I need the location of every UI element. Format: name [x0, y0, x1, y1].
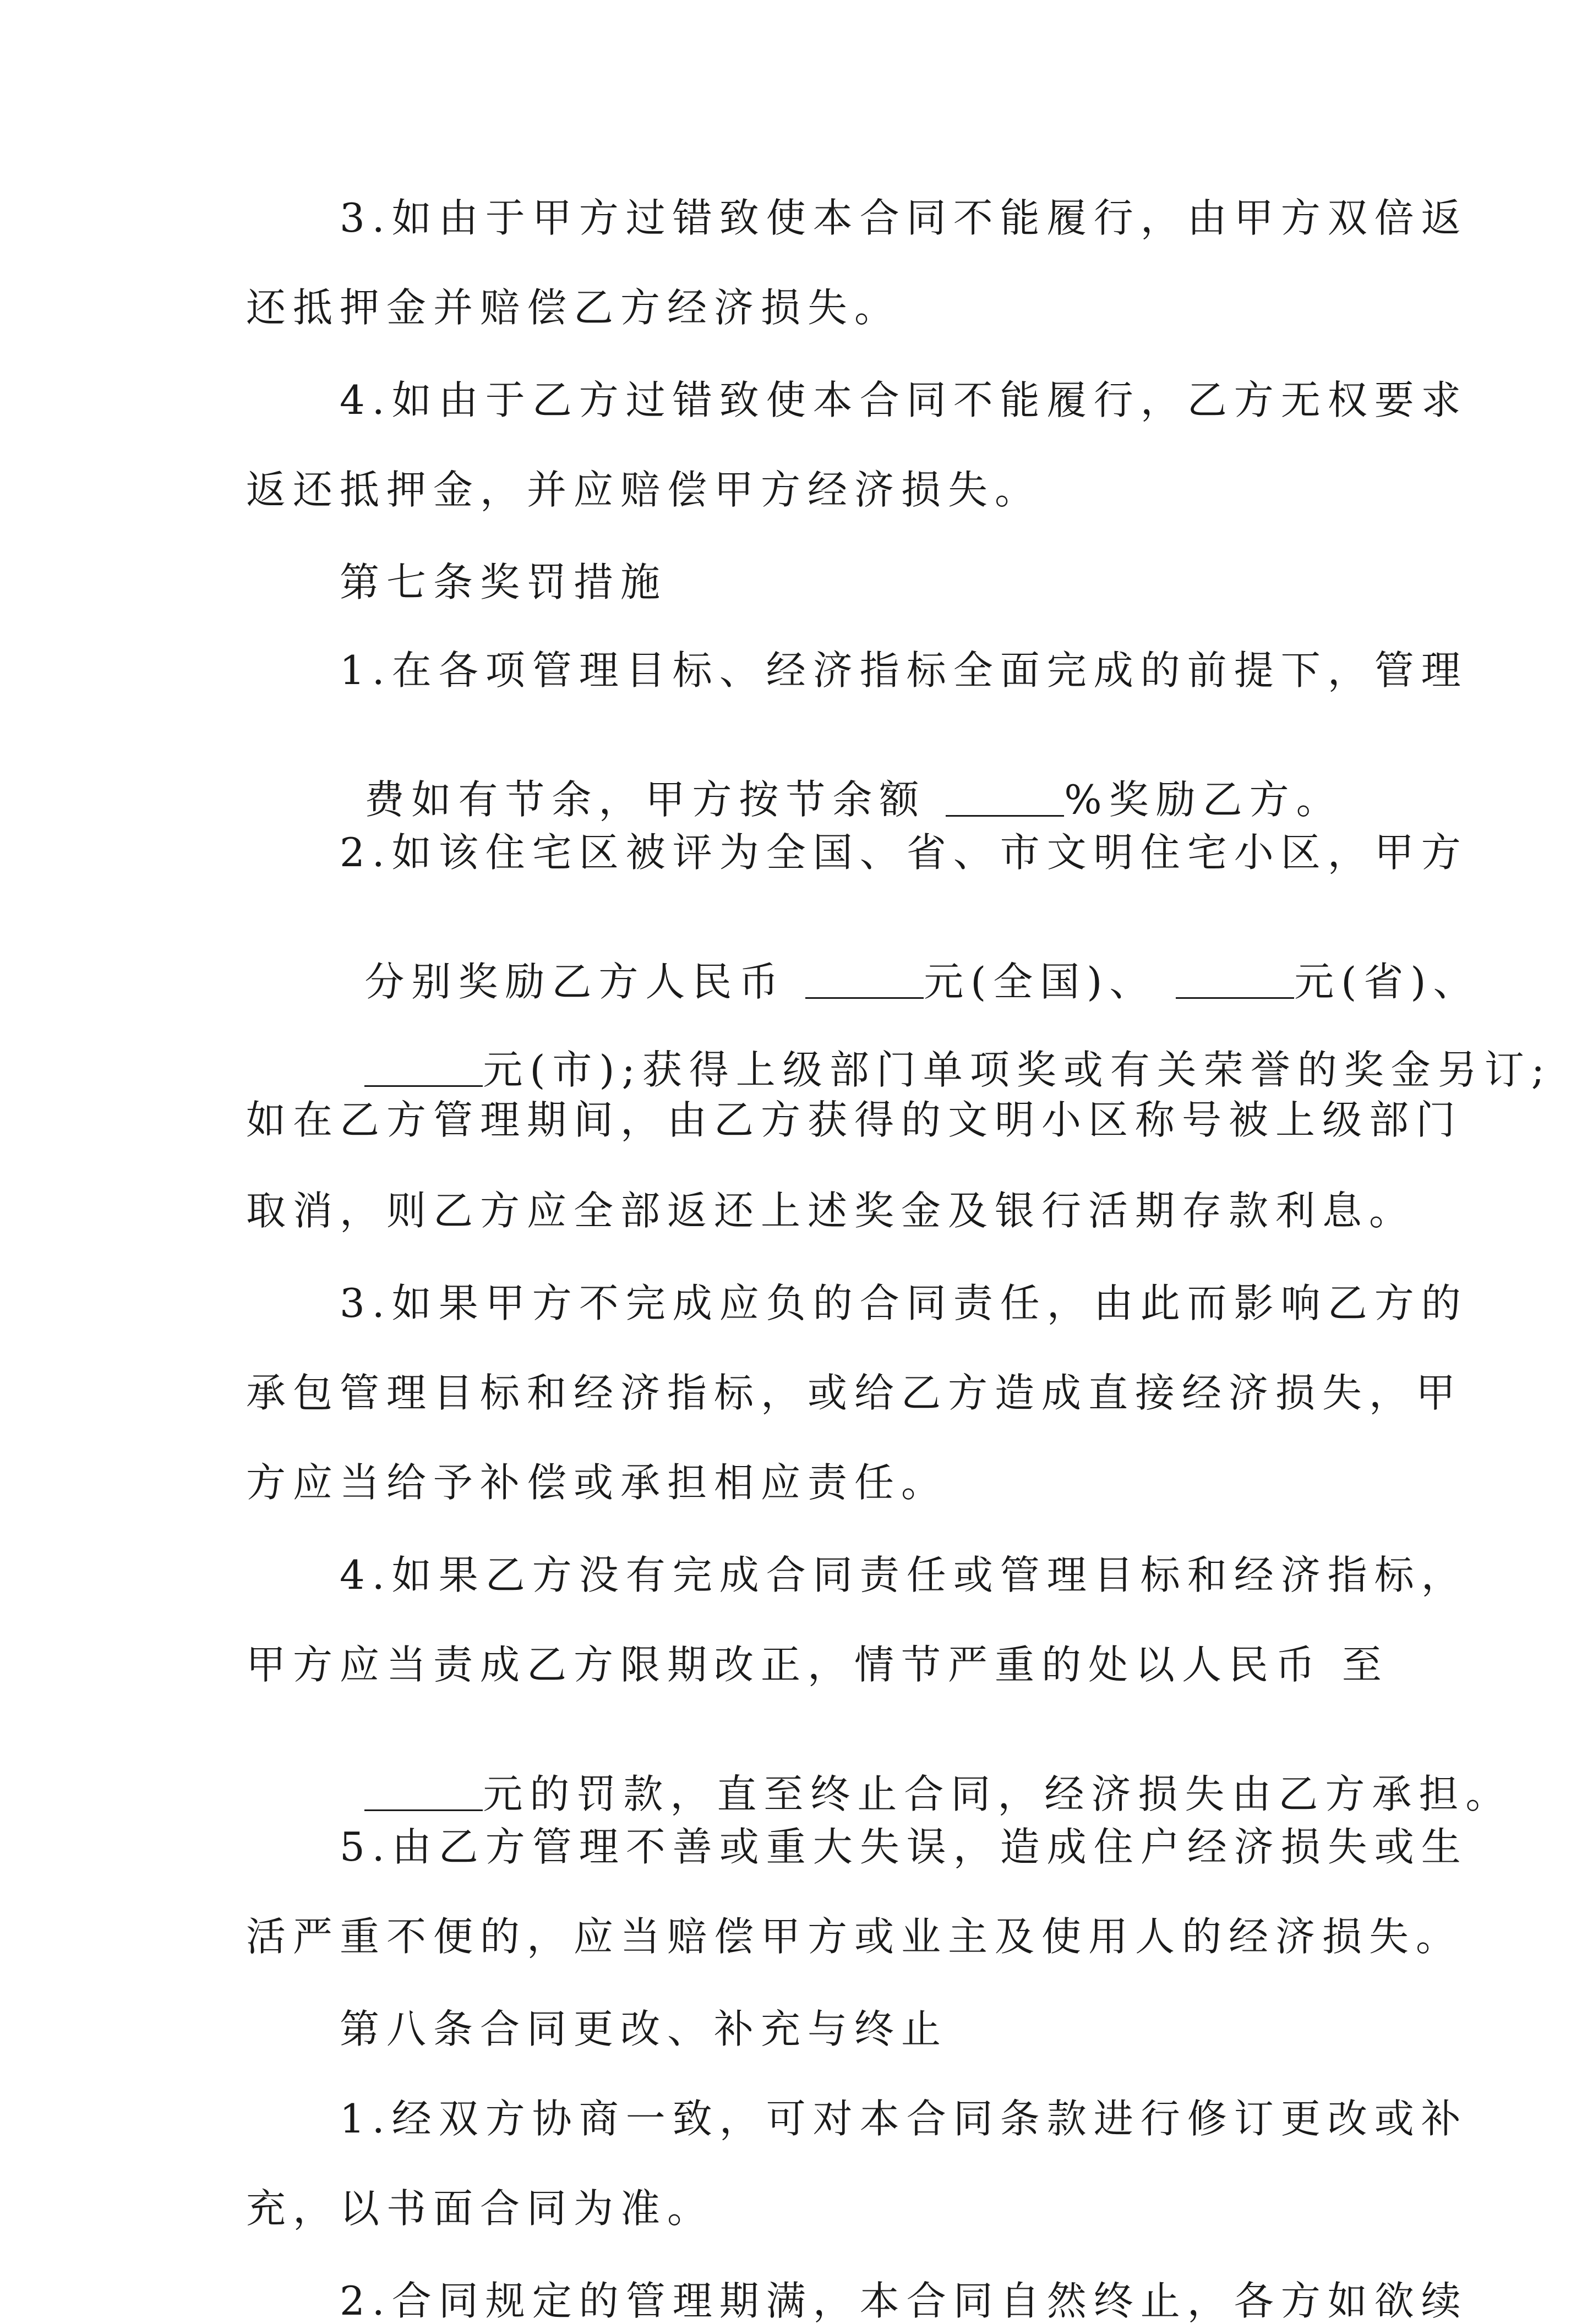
fill-blank: [805, 962, 924, 999]
line-segment: 元的罚款，直至终止合同，经济损失由乙方承担。: [483, 1771, 1513, 1817]
text-line: 2.如该住宅区被评为全国、省、市文明住宅小区，甲方: [246, 829, 1468, 876]
text-line: [246, 1010, 1552, 1093]
text-line: 3.如果甲方不完成应负的合同责任，由此而影响乙方的: [246, 1280, 1468, 1326]
line-segment: 元(市);获得上级部门单项奖或有关荣誉的奖金另订;: [483, 1047, 1552, 1093]
text-line: [246, 740, 1350, 823]
text-line: 活严重不便的，应当赔偿甲方或业主及使用人的经济损失。: [246, 1913, 1463, 1960]
text-line: 1.在各项管理目标、经济指标全面完成的前提下，管理: [246, 647, 1468, 693]
text-line: [246, 1735, 1513, 1817]
text-line: 2.合同规定的管理期满，本合同自然终止，各方如欲续: [246, 2278, 1468, 2324]
text-line: 返还抵押金，并应赔偿甲方经济损失。: [246, 467, 1042, 513]
fill-blank: [1176, 962, 1294, 999]
text-line: 4.如由于乙方过错致使本合同不能履行，乙方无权要求: [246, 377, 1468, 423]
text-line: [246, 922, 1480, 1005]
line-segment: 分别奖励乙方人民币: [364, 959, 806, 1005]
text-line: 方应当给予补偿或承担相应责任。: [246, 1459, 948, 1506]
text-line: 甲方应当责成乙方限期改正，情节严重的处以人民币 至: [246, 1642, 1389, 1688]
fill-blank: [946, 780, 1064, 817]
fill-blank: [364, 1774, 483, 1811]
line-segment: %奖励乙方。: [1064, 777, 1343, 823]
text-line: 5.由乙方管理不善或重大失误，造成住户经济损失或生: [246, 1824, 1468, 1870]
fill-blank: [364, 1050, 483, 1087]
section-heading: 第七条奖罚措施: [246, 559, 668, 605]
contract-text: [246, 195, 1552, 2324]
text-line: 承包管理目标和经济指标，或给乙方造成直接经济损失，甲: [246, 1370, 1463, 1416]
line-segment: 元(省)、: [1294, 959, 1480, 1005]
line-segment: 费如有节余，甲方按节余额: [364, 777, 946, 823]
line-segment: 元(全国)、: [924, 959, 1176, 1005]
text-line: 充，以书面合同为准。: [246, 2185, 714, 2232]
text-line: 如在乙方管理期间，由乙方获得的文明小区称号被上级部门: [246, 1097, 1463, 1143]
section-heading: 第八条合同更改、补充与终止: [246, 2006, 948, 2052]
text-line: 还抵押金并赔偿乙方经济损失。: [246, 285, 902, 331]
text-line: 取消，则乙方应全部返还上述奖金及银行活期存款利息。: [246, 1188, 1416, 1234]
text-line: 4.如果乙方没有完成合同责任或管理目标和经济指标，: [246, 1552, 1468, 1598]
text-line: 3.如由于甲方过错致使本合同不能履行，由甲方双倍返: [246, 195, 1468, 241]
text-line: 1.经双方协商一致，可对本合同条款进行修订更改或补: [246, 2096, 1468, 2142]
